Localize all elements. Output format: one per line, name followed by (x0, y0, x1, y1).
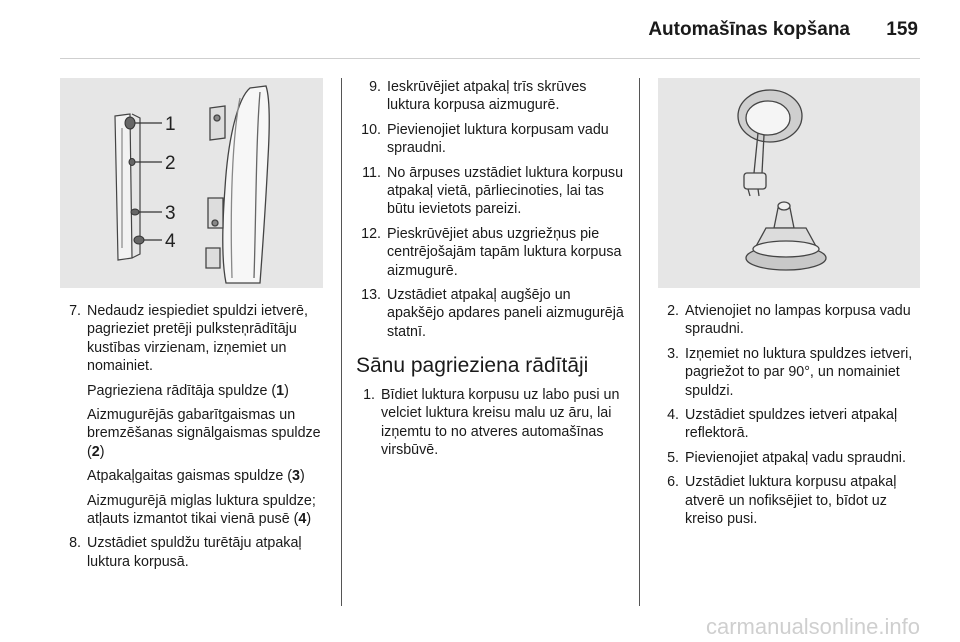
column-divider-right (639, 78, 640, 606)
item-text: Ieskrūvējiet atpakaļ trīs skrūves luktura korpusa aizmugurē. (387, 79, 587, 114)
callout-1: 1 (165, 114, 176, 135)
bulb-description: Aizmugurējās gabarītgaismas un bremzēšanas signālgaismas spuldze (2) (87, 407, 321, 460)
watermark: carmanualsonline.info (705, 614, 920, 639)
item-text: Izņemiet no luktura spuldzes ietveri, pagriežot to par 90°, un nomainiet spuldzi. (685, 345, 913, 399)
item-text: Nedaudz iespiediet spuldzi ietverē, pagrieziet pretēji pulksteņrādītāju kustības virzienam, izņemiet un nomainiet. (87, 303, 308, 375)
item-text: Pievienojiet luktura korpusam vadu spraudni. (387, 121, 609, 157)
bulb-description: Aizmugurējā miglas luktura spuldze; atļauts izmantot tikai vienā pusē (4) (87, 492, 316, 528)
item-number: 10. (361, 121, 381, 138)
column-middle (356, 78, 628, 465)
item-number: 4. (667, 407, 679, 424)
list-item (66, 534, 330, 571)
callout-4: 4 (165, 231, 176, 252)
list-item (356, 121, 628, 158)
item-number: 2. (667, 303, 679, 319)
item-number: 8. (69, 535, 81, 552)
column-left (66, 302, 330, 577)
item-text: Pievienojiet atpakaļ vadu spraudni. (685, 449, 906, 466)
list-item (664, 406, 926, 443)
item-number: 13. (361, 287, 381, 304)
item-number: 9. (369, 79, 381, 95)
header-divider (60, 58, 920, 59)
list-item (664, 473, 926, 528)
bulb-holder-drawing (60, 78, 323, 288)
item-text: Bīdiet luktura korpusu uz labo pusi un velciet luktura kreisu malu uz āru, lai izņemtu to no atveres automašīnas virsbūvē. (381, 386, 620, 458)
column-right (664, 302, 926, 534)
list-item (356, 78, 628, 115)
item-text: Pieskrūvējiet abus uzgriežņus pie centrējošajām tapām luktura korpusa aizmugurē. (387, 225, 622, 279)
bulb-description: Pagrieziena rādītāja spuldze (1) (87, 382, 289, 399)
item-text: Uzstādiet luktura korpusu atpakaļ atverē un nofiksējiet to, bīdot uz kreiso pusi. (685, 474, 897, 528)
side-indicator-illustration (658, 78, 920, 288)
item-text: Atvienojiet no lampas korpusa vadu spraudni. (685, 303, 911, 338)
item-number: 12. (361, 225, 381, 242)
callout-2: 2 (165, 153, 176, 174)
list-item (664, 302, 926, 339)
item-number: 5. (667, 449, 679, 466)
item-text: No ārpuses uzstādiet luktura korpusu atpakaļ vietā, pārliecinoties, lai tas būtu ievietots pareizi. (387, 164, 624, 218)
callout-3: 3 (165, 203, 176, 224)
list-item (360, 386, 628, 460)
bulb-holder-illustration (60, 78, 323, 288)
section-heading: Sānu pagrieziena rādītāji (356, 354, 589, 378)
list-item (356, 164, 628, 219)
item-text: Uzstādiet spuldžu turētāju atpakaļ luktura korpusā. (87, 535, 302, 570)
list-item (356, 286, 628, 341)
bulb-description: Atpakaļgaitas gaismas spuldze (3) (87, 468, 305, 485)
page-number: 159 (886, 19, 918, 40)
chapter-title: Automašīnas kopšana (648, 19, 850, 40)
list-item (356, 225, 628, 280)
list-item (66, 302, 330, 528)
item-number: 1. (363, 386, 375, 403)
item-number: 11. (362, 164, 381, 181)
item-text: Uzstādiet spuldzes ietveri atpakaļ reflektorā. (685, 407, 898, 442)
list-item (664, 449, 926, 467)
item-number: 7. (69, 303, 81, 319)
page-header (0, 0, 960, 58)
list-item (664, 345, 926, 400)
item-text: Uzstādiet atpakaļ augšējo un apakšējo apdares paneli aizmugurējā statnī. (387, 287, 624, 340)
side-indicator-drawing (658, 78, 920, 288)
column-divider-left (341, 78, 342, 606)
item-number: 6. (667, 474, 679, 491)
item-number: 3. (667, 345, 679, 362)
